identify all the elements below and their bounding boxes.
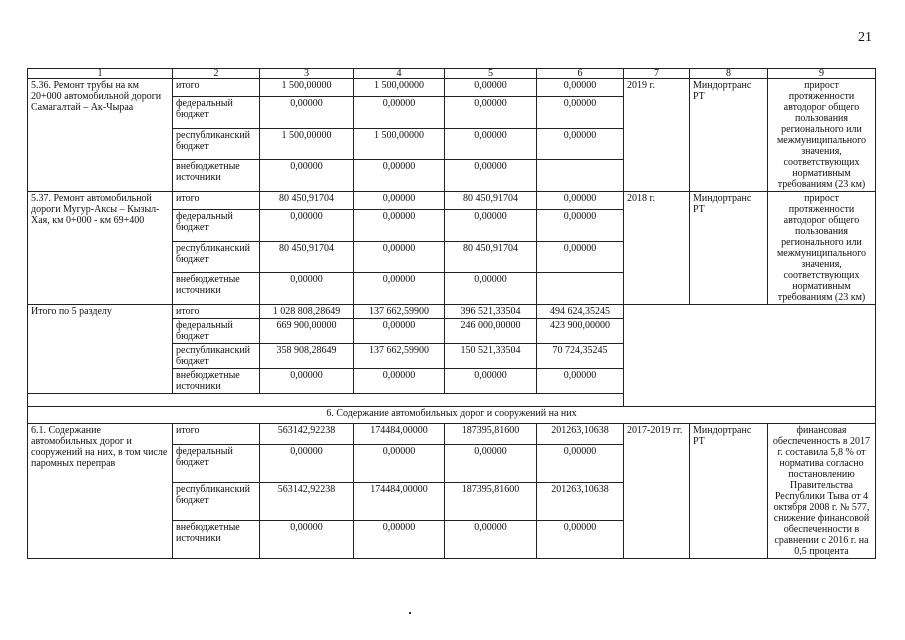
- period: 2017-2019 гг.: [624, 424, 690, 559]
- value-year-3: [537, 160, 624, 192]
- measure-name: Итого по 5 разделу: [28, 305, 173, 394]
- value-year-2: 187395,81600: [445, 483, 537, 521]
- period: 2019 г.: [624, 79, 690, 192]
- value-total: 1 028 808,28649: [260, 305, 354, 319]
- column-number: 1: [28, 69, 173, 79]
- value-year-2: 0,00000: [445, 160, 537, 192]
- table-row: [28, 192, 876, 210]
- value-total: 0,00000: [260, 160, 354, 192]
- value-year-3: 0,00000: [537, 192, 624, 210]
- value-year-3: 201263,10638: [537, 483, 624, 521]
- column-number: 9: [768, 69, 876, 79]
- funding-source: внебюджетные источники: [173, 160, 260, 192]
- value-total: 563142,92238: [260, 483, 354, 521]
- value-year-3: 0,00000: [537, 521, 624, 559]
- value-year-2: 80 450,91704: [445, 241, 537, 273]
- column-number: 2: [173, 69, 260, 79]
- value-total: 80 450,91704: [260, 192, 354, 210]
- value-year-3: 0,00000: [537, 96, 624, 128]
- funding-source: федеральный бюджет: [173, 209, 260, 241]
- executor: Миндортранс РТ: [690, 424, 768, 559]
- value-year-1: 137 662,59900: [354, 305, 445, 319]
- table-row: [28, 305, 876, 319]
- value-year-1: 174484,00000: [354, 424, 445, 445]
- value-year-1: 0,00000: [354, 273, 445, 305]
- funding-source: федеральный бюджет: [173, 319, 260, 344]
- value-year-2: 0,00000: [445, 369, 537, 394]
- funding-source: республиканский бюджет: [173, 483, 260, 521]
- value-total: 0,00000: [260, 369, 354, 394]
- header-row: [28, 69, 876, 79]
- value-year-2: 187395,81600: [445, 424, 537, 445]
- funding-source: итого: [173, 192, 260, 210]
- value-total: 0,00000: [260, 445, 354, 483]
- value-year-2: 80 450,91704: [445, 192, 537, 210]
- value-total: 0,00000: [260, 521, 354, 559]
- page-number: 21: [858, 30, 872, 45]
- empty-cell: [28, 394, 624, 407]
- funding-source: федеральный бюджет: [173, 445, 260, 483]
- measure-name: 5.37. Ремонт автомобильной дороги Мугур-Аксы – Кызыл-Хая, км 0+000 - км 69+400: [28, 192, 173, 305]
- period: 2018 г.: [624, 192, 690, 305]
- funding-source: итого: [173, 79, 260, 97]
- measure-name: 5.36. Ремонт трубы на км 20+000 автомобильной дороги Самагалтай – Ак-Чыраа: [28, 79, 173, 192]
- value-year-3: 0,00000: [537, 241, 624, 273]
- value-total: 669 900,00000: [260, 319, 354, 344]
- measure-name: 6.1. Содержание автомобильных дорог и сооружений на них, в том числе паромных переправ: [28, 424, 173, 559]
- value-year-3: 0,00000: [537, 445, 624, 483]
- value-year-3: 0,00000: [537, 79, 624, 97]
- value-year-1: 0,00000: [354, 369, 445, 394]
- column-number: 3: [260, 69, 354, 79]
- column-number: 5: [445, 69, 537, 79]
- value-year-2: 0,00000: [445, 209, 537, 241]
- value-year-2: 150 521,33504: [445, 344, 537, 369]
- value-year-1: 0,00000: [354, 96, 445, 128]
- value-year-1: 1 500,00000: [354, 79, 445, 97]
- value-year-1: 0,00000: [354, 521, 445, 559]
- section-row: [28, 407, 876, 424]
- program-table: [27, 68, 876, 559]
- value-total: 0,00000: [260, 273, 354, 305]
- value-year-3: 494 624,35245: [537, 305, 624, 319]
- section-title: 6. Содержание автомобильных дорог и сооружений на них: [28, 407, 876, 424]
- value-year-3: 0,00000: [537, 128, 624, 160]
- value-year-1: 0,00000: [354, 209, 445, 241]
- funding-source: внебюджетные источники: [173, 273, 260, 305]
- value-year-2: 0,00000: [445, 96, 537, 128]
- value-year-3: 0,00000: [537, 209, 624, 241]
- value-year-3: [537, 273, 624, 305]
- value-year-2: 0,00000: [445, 128, 537, 160]
- funding-source: итого: [173, 424, 260, 445]
- column-number: 4: [354, 69, 445, 79]
- value-total: 0,00000: [260, 96, 354, 128]
- value-total: 358 908,28649: [260, 344, 354, 369]
- value-year-1: 174484,00000: [354, 483, 445, 521]
- executor: Миндортранс РТ: [690, 79, 768, 192]
- executor: Миндортранс РТ: [690, 192, 768, 305]
- value-year-2: 0,00000: [445, 445, 537, 483]
- value-year-3: 0,00000: [537, 369, 624, 394]
- empty-cell: [624, 305, 876, 407]
- column-number: 8: [690, 69, 768, 79]
- expected-result: прирост протяженности автодорог общего пользования регионального или межмуниципального значения, соответствующих нормативным требованиям (23 км): [768, 192, 876, 305]
- column-number: 7: [624, 69, 690, 79]
- value-year-2: 396 521,33504: [445, 305, 537, 319]
- value-year-3: 423 900,00000: [537, 319, 624, 344]
- value-total: 1 500,00000: [260, 128, 354, 160]
- table-row: [28, 79, 876, 97]
- value-year-1: 0,00000: [354, 445, 445, 483]
- footer-dot: [409, 612, 411, 614]
- value-year-3: 201263,10638: [537, 424, 624, 445]
- value-year-1: 0,00000: [354, 192, 445, 210]
- value-year-3: 70 724,35245: [537, 344, 624, 369]
- table-row: [28, 424, 876, 445]
- value-total: 1 500,00000: [260, 79, 354, 97]
- value-total: 80 450,91704: [260, 241, 354, 273]
- funding-source: внебюджетные источники: [173, 369, 260, 394]
- funding-source: итого: [173, 305, 260, 319]
- value-year-1: 1 500,00000: [354, 128, 445, 160]
- expected-result: прирост протяженности автодорог общего пользования регионального или межмуниципального значения, соответствующих нормативным требованиям (23 км): [768, 79, 876, 192]
- funding-source: республиканский бюджет: [173, 241, 260, 273]
- value-year-1: 0,00000: [354, 241, 445, 273]
- expected-result: финансовая обеспеченность в 2017 г. составила 5,8 % от норматива согласно постановлению Правительства Республики Тыва от 4 октября 2008 г. № 577, снижение финансовой обеспеченности в сравнении с 2016 г. на 0,5 процента: [768, 424, 876, 559]
- value-year-1: 0,00000: [354, 319, 445, 344]
- funding-source: республиканский бюджет: [173, 344, 260, 369]
- value-year-2: 0,00000: [445, 521, 537, 559]
- value-total: 563142,92238: [260, 424, 354, 445]
- value-year-1: 0,00000: [354, 160, 445, 192]
- column-number: 6: [537, 69, 624, 79]
- funding-source: республиканский бюджет: [173, 128, 260, 160]
- value-year-2: 0,00000: [445, 273, 537, 305]
- value-year-1: 137 662,59900: [354, 344, 445, 369]
- value-year-2: 0,00000: [445, 79, 537, 97]
- funding-source: внебюджетные источники: [173, 521, 260, 559]
- funding-source: федеральный бюджет: [173, 96, 260, 128]
- value-total: 0,00000: [260, 209, 354, 241]
- value-year-2: 246 000,00000: [445, 319, 537, 344]
